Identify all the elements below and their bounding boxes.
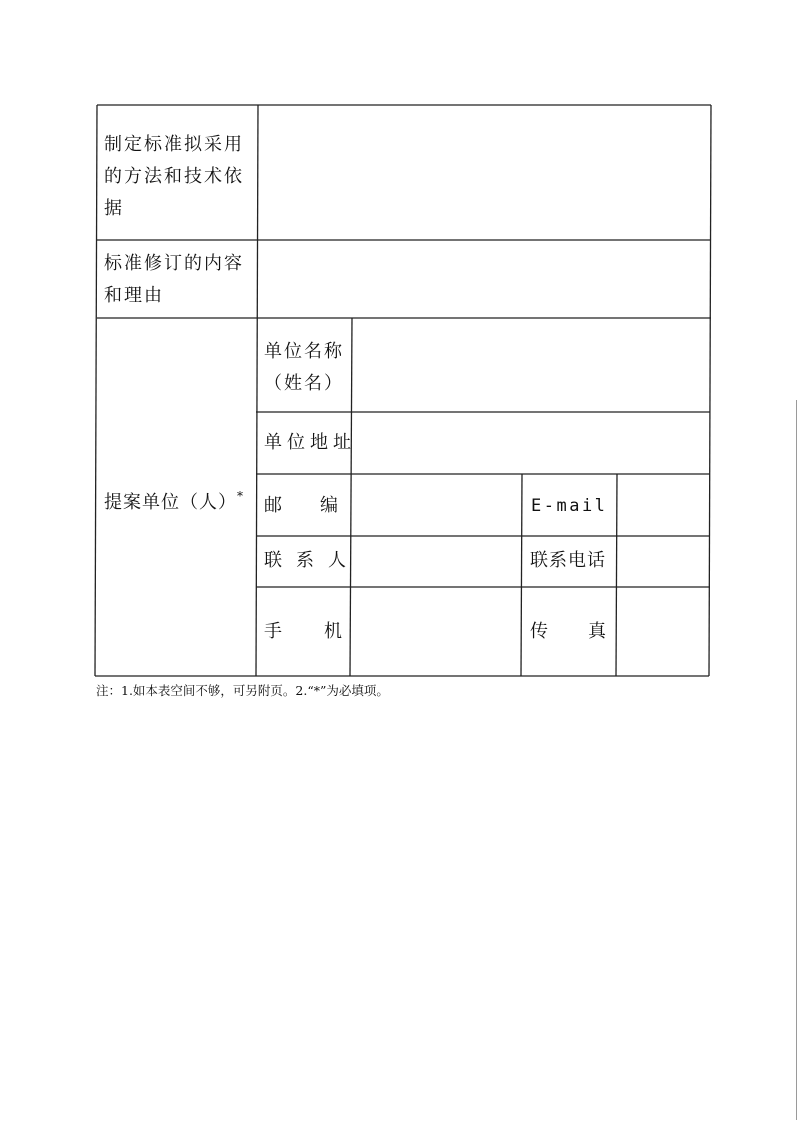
scan-edge-line	[796, 400, 797, 1120]
revision-label: 标准修订的内容和理由	[104, 253, 244, 306]
unit-address-label: 单位地址	[264, 432, 356, 453]
postcode-label: 邮编	[264, 495, 376, 516]
unit-name-label: 单位名称（姓名）	[264, 341, 344, 394]
fax-label: 传真	[530, 621, 646, 642]
proposer-label: 提案单位（人）*	[104, 489, 244, 513]
phone-label: 联系电话	[530, 550, 606, 571]
contact-label: 联系人	[264, 550, 360, 571]
method-label: 制定标准拟采用的方法和技术依据	[104, 134, 244, 219]
mobile-label: 手机	[264, 621, 384, 642]
email-label: E-mail	[531, 496, 608, 516]
required-mark: *	[237, 489, 244, 503]
footnote: 注：1.如本表空间不够，可另附页。2.“*”为必填项。	[96, 683, 389, 698]
